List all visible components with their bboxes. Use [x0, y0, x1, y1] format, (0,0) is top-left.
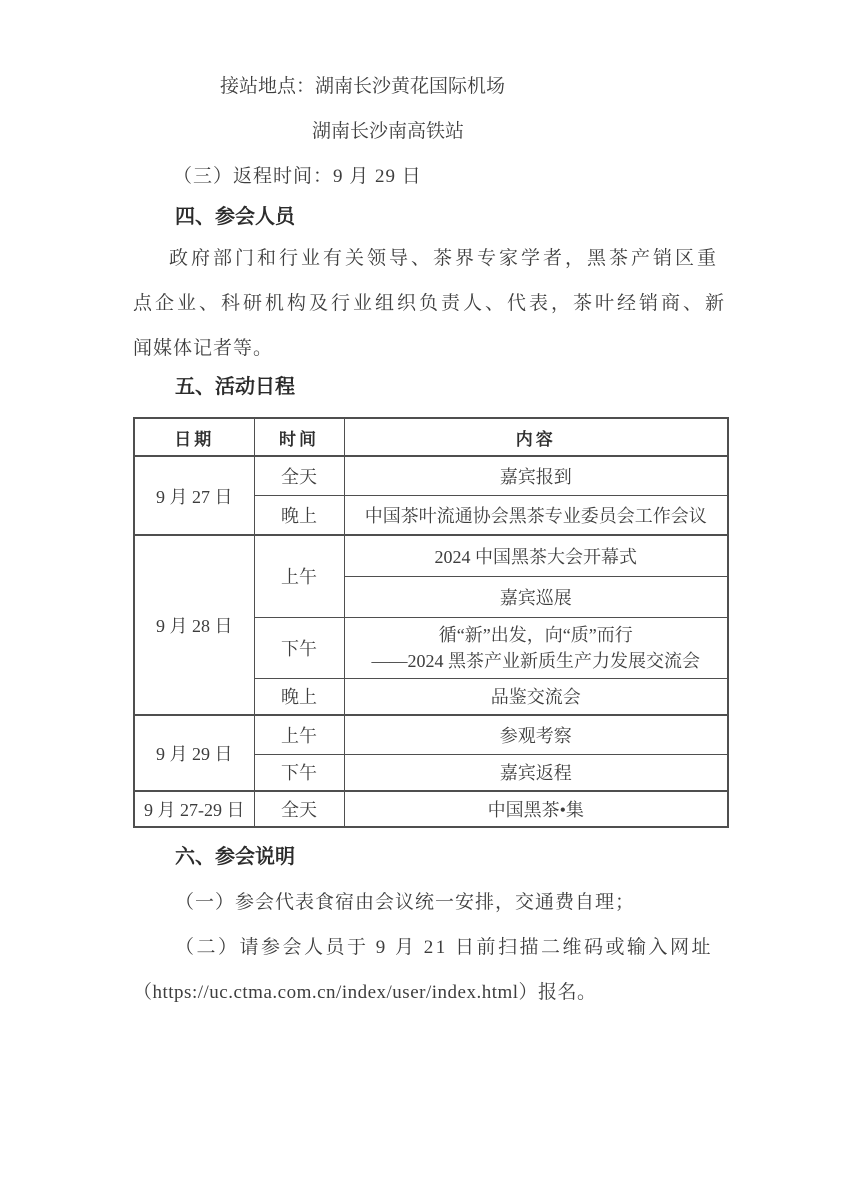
time-cell: 晚上: [254, 495, 344, 535]
content-line-2: ——2024 黑茶产业新质生产力发展交流会: [371, 650, 700, 671]
date-cell: 9 月 29 日: [134, 715, 254, 791]
content-cell: 嘉宾返程: [344, 754, 728, 791]
content-cell: 中国黑茶•集: [344, 791, 728, 827]
table-row: [134, 535, 728, 576]
participants-paragraph-line-2: 点企业、科研机构及行业组织负责人、代表，茶叶经销商、新: [133, 293, 728, 314]
time-cell: 晚上: [254, 678, 344, 715]
content-cell: 2024 中国黑茶大会开幕式: [344, 535, 728, 576]
note-line-3-url: （https://uc.ctma.com.cn/index/user/index.html）报名。: [133, 982, 597, 1003]
section-6-heading: 六、参会说明: [175, 846, 295, 868]
time-cell: 下午: [254, 754, 344, 791]
content-cell: [344, 617, 728, 678]
note-line-1: （一）参会代表食宿由会议统一安排，交通费自理；: [175, 892, 636, 913]
date-cell: 9 月 27-29 日: [134, 791, 254, 827]
time-cell: 下午: [254, 617, 344, 678]
pickup-location-line-1: 接站地点：湖南长沙黄花国际机场: [220, 76, 506, 97]
section-5-heading: 五、活动日程: [175, 376, 295, 398]
table-header-date: 日期: [134, 418, 254, 456]
table-header-time: 时间: [254, 418, 344, 456]
time-cell: 全天: [254, 791, 344, 827]
participants-paragraph-line-3: 闻媒体记者等。: [133, 338, 274, 359]
table-row: [134, 456, 728, 495]
date-cell: 9 月 27 日: [134, 456, 254, 535]
date-cell: 9 月 28 日: [134, 535, 254, 715]
note-line-2: （二）请参会人员于 9 月 21 日前扫描二维码或输入网址: [175, 937, 714, 958]
content-cell: 中国茶叶流通协会黑茶专业委员会工作会议: [344, 495, 728, 535]
document-content: [133, 0, 727, 1015]
content-cell: 嘉宾巡展: [344, 576, 728, 617]
table-row: [134, 715, 728, 754]
content-line-1: 循“新”出发，向“质”而行: [438, 624, 633, 645]
table-header-content: 内容: [344, 418, 728, 456]
return-time-line: （三）返程时间：9 月 29 日: [173, 166, 422, 187]
content-cell: 嘉宾报到: [344, 456, 728, 495]
content-cell: 品鉴交流会: [344, 678, 728, 715]
section-4-heading: 四、参会人员: [175, 206, 295, 228]
content-cell: 参观考察: [344, 715, 728, 754]
time-cell: 上午: [254, 715, 344, 754]
participants-paragraph-line-1: 政府部门和行业有关领导、茶界专家学者，黑茶产销区重: [169, 248, 720, 269]
pickup-location-line-2: 湖南长沙南高铁站: [312, 121, 465, 142]
schedule-table: [133, 417, 729, 828]
table-row: [134, 791, 728, 827]
time-cell: 上午: [254, 535, 344, 617]
time-cell: 全天: [254, 456, 344, 495]
